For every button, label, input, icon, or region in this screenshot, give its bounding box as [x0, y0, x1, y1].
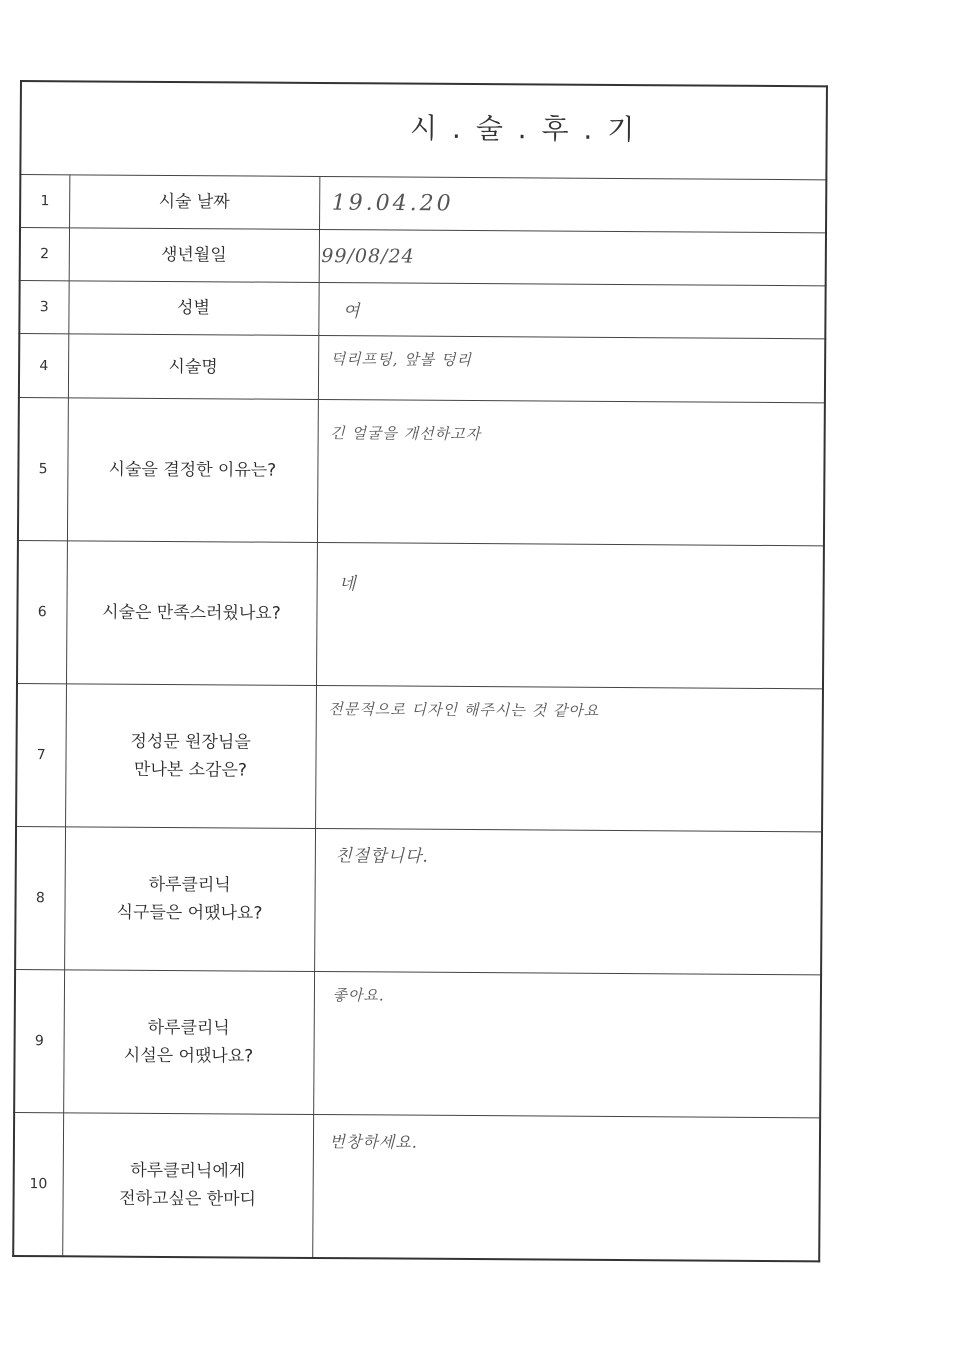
handwritten-answer: 친절합니다.	[335, 846, 429, 867]
form-row-8	[15, 826, 822, 974]
form-row-5	[18, 397, 825, 545]
answer-cell	[318, 282, 825, 338]
handwritten-answer: 덕리프팅, 앞볼 덩리	[330, 350, 472, 370]
question-label: 생년월일	[69, 228, 319, 283]
form-row-1	[20, 175, 826, 233]
row-number: 7	[16, 683, 66, 826]
answer-cell	[313, 971, 821, 1117]
answer-cell	[317, 399, 825, 545]
handwritten-answer: 네	[339, 574, 357, 595]
handwritten-answer: 좋아요.	[332, 986, 385, 1005]
form-row-7	[16, 683, 823, 831]
question-label: 시술명	[68, 334, 318, 400]
review-form-sheet	[12, 80, 828, 1261]
answer-cell	[319, 229, 826, 285]
row-number: 8	[15, 826, 65, 969]
row-number: 2	[20, 228, 69, 281]
review-form-table	[12, 80, 828, 1262]
question-label: 시술은 만족스러웠나요?	[66, 541, 317, 686]
form-row-3	[19, 281, 825, 339]
question-label: 정성문 원장님을 만나본 소감은?	[65, 684, 316, 829]
answer-cell	[314, 828, 822, 974]
question-label: 성별	[68, 281, 318, 336]
form-row-9	[14, 969, 821, 1117]
handwritten-answer: 긴 얼굴을 개선하고자	[330, 424, 482, 444]
question-label: 하루클리닉 식구들은 어땠나요?	[64, 827, 315, 972]
answer-cell	[319, 176, 826, 232]
handwritten-answer: 전문적으로 디자인 해주시는 것 같아요	[328, 700, 600, 720]
row-number: 4	[19, 334, 68, 398]
answer-cell	[315, 685, 823, 831]
form-row-2	[20, 228, 826, 286]
row-number: 9	[14, 969, 64, 1112]
handwritten-answer: 19.04.20	[331, 190, 454, 217]
row-number: 6	[17, 540, 67, 683]
question-label: 시술 날짜	[69, 175, 319, 230]
handwritten-answer: 번창하세요.	[329, 1132, 418, 1152]
answer-cell	[316, 542, 824, 688]
form-row-10	[13, 1112, 820, 1260]
answer-cell	[312, 1114, 820, 1260]
handwritten-answer: 99/08/24	[321, 245, 415, 268]
title-cell	[20, 81, 827, 180]
handwritten-answer: 여	[342, 301, 361, 322]
question-label: 하루클리닉에게 전하고싶은 한마디	[62, 1113, 313, 1258]
title-row	[20, 81, 827, 180]
form-title: 시 . 술 . 후 . 기	[409, 111, 638, 147]
row-number: 5	[18, 397, 68, 540]
row-number: 10	[13, 1112, 63, 1255]
answer-cell	[318, 335, 825, 402]
form-row-4	[19, 334, 825, 403]
row-number: 1	[20, 175, 69, 228]
question-label: 시술을 결정한 이유는?	[67, 398, 318, 543]
question-label: 하루클리닉 시설은 어땠나요?	[63, 970, 314, 1115]
form-row-6	[17, 540, 824, 688]
row-number: 3	[19, 281, 68, 334]
